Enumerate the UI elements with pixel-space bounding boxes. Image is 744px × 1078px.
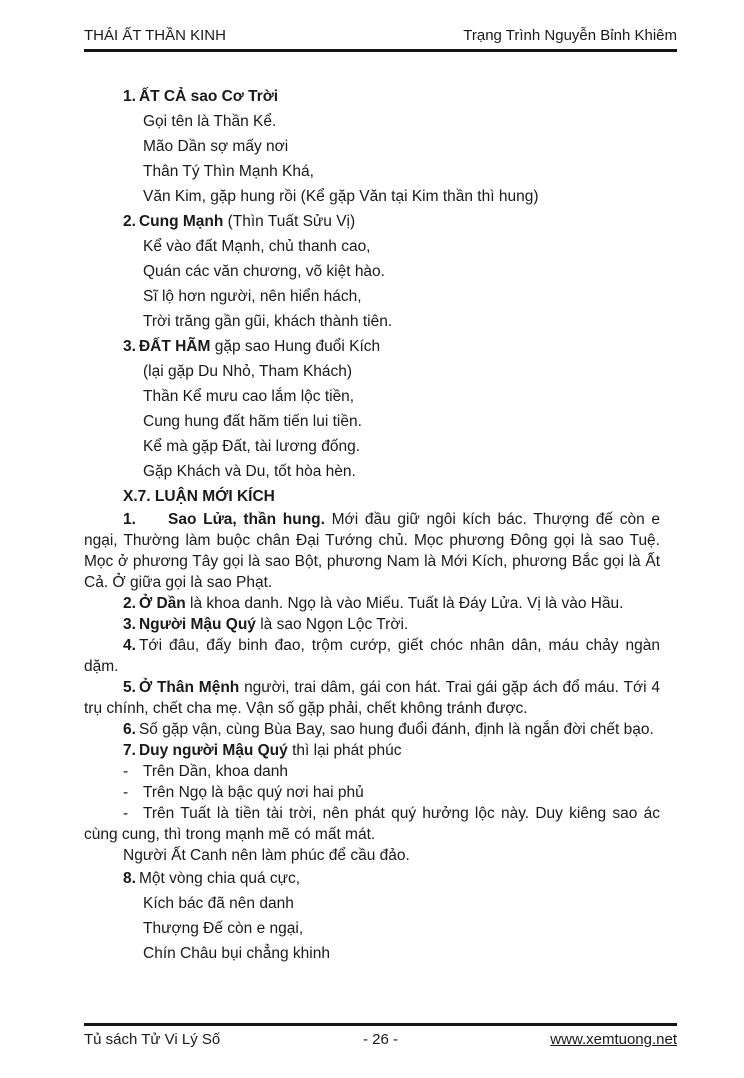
page-footer	[84, 1023, 677, 1048]
verse-line: Mão Dần sợ mấy nơi	[143, 138, 289, 155]
bold-label: Ở Thân Mệnh	[138, 679, 240, 696]
verse-line: Trời trăng gần gũi, khách thành tiên.	[143, 313, 393, 330]
item-number: 3.	[123, 616, 136, 633]
verse-line: (lại gặp Du Nhỏ, Tham Khách)	[143, 363, 353, 380]
verse-line: Kích bác đã nên danh	[143, 895, 294, 912]
bold-label: Người Mậu Quý	[138, 616, 256, 633]
website-link[interactable]: www.xemtuong.net	[550, 1031, 678, 1048]
verse-line: Quán các văn chương, võ kiệt hào.	[143, 263, 385, 280]
list-item: 2. Cung Mạnh (Thìn Tuất Sửu Vị)	[123, 213, 356, 230]
item-number: 7.	[123, 742, 136, 759]
verse-line: Thần Kể mưu cao lắm lộc tiền,	[143, 388, 355, 405]
bold-label: Cung Mạnh	[138, 213, 224, 230]
author-name: Trạng Trình Nguyễn Bỉnh Khiêm	[463, 27, 677, 44]
paragraph: 6. Số gặp vận, cùng Bùa Bay, sao hung đuổi đánh, định là ngắn đời chết bạo.	[123, 721, 654, 738]
verse-line: Gặp Khách và Du, tốt hòa hèn.	[143, 463, 356, 480]
verse-line: Chín Châu bụi chẳng khinh	[143, 945, 330, 962]
bold-label: ẤT CẢ sao Cơ Trời	[138, 88, 279, 105]
item-number: 6.	[123, 721, 136, 738]
item-number: 2.	[123, 595, 136, 612]
verse-line: Cung hung đất hãm tiến lui tiền.	[143, 413, 362, 430]
book-title: THÁI ẤT THẦN KINH	[84, 27, 226, 44]
dash-bullet: -	[123, 784, 129, 801]
verse-line: Thượng Đế còn e ngại,	[143, 920, 304, 937]
dash-bullet: -	[123, 763, 129, 780]
page-number: - 26 -	[363, 1031, 399, 1048]
item-number: 2.	[123, 213, 136, 230]
paragraph: 7. Duy người Mậu Quý thì lại phát phúc	[123, 742, 402, 759]
dash-item: - Trên Dần, khoa danh	[123, 763, 289, 780]
list-item	[84, 84, 660, 109]
bold-label: Sao Lửa, thần hung.	[168, 511, 325, 528]
paragraph: 3. Người Mậu Quý là sao Ngọn Lộc Trời.	[123, 616, 409, 633]
verse-line: Thân Tý Thìn Mạnh Khá,	[143, 163, 314, 180]
item-number: 1.	[123, 88, 136, 105]
item-number: 1.	[123, 511, 136, 528]
list-item: 3. ĐẤT HÃM gặp sao Hung đuổi Kích	[123, 338, 381, 355]
item-number: 8.	[123, 870, 136, 887]
item-number: 3.	[123, 338, 136, 355]
page-body	[84, 84, 660, 966]
verse-line: Văn Kim, gặp hung rồi (Kể gặp Văn tại Kim thần thì hung)	[143, 188, 539, 205]
paragraph: 2. Ở Dần là khoa danh. Ngọ là vào Miếu. Tuất là Đáy Lửa. Vị là vào Hầu.	[123, 595, 624, 612]
verse-line: Kể vào đất Mạnh, chủ thanh cao,	[143, 238, 371, 255]
paragraph: 1. Sao Lửa, thần hung. Mới đầu giữ ngôi kích bác. Thượng đế còn e ngại, Thường làm buộc chân Đại Tướng chủ. Mọc phương Đông gọi là sao Tuệ. Mọc ở phương Tây gọi là sao Bột, phương Nam là Mới Kích, phương Bắc gọi là Ất Cả. Ở giữa gọi là sao Phạt.	[84, 511, 660, 591]
bold-label: Ở Dần	[138, 595, 186, 612]
list-item: 8. Một vòng chia quá cực,	[123, 870, 301, 887]
bold-label: Duy người Mậu Quý	[138, 742, 288, 759]
verse-line: Sĩ lộ hơn người, nên hiển hách,	[143, 288, 362, 305]
dash-bullet: -	[123, 805, 129, 822]
item-number: 4.	[123, 637, 136, 654]
dash-item: - Trên Ngọ là bậc quý nơi hai phủ	[123, 784, 364, 801]
verse-line: Kể mà gặp Đất, tài lương đống.	[143, 438, 360, 455]
paragraph: 4. Tới đâu, đấy binh đao, trộm cướp, giết chóc nhân dân, máu chảy ngàn dặm.	[84, 637, 660, 675]
verse-line: Gọi tên là Thần Kể.	[143, 113, 277, 130]
page-header	[84, 27, 677, 52]
paragraph: 5. Ở Thân Mệnh người, trai dâm, gái con hát. Trai gái gặp ách đổ máu. Tới 4 trụ chính, chết cha mẹ. Vận số gặp phải, chết không tránh được.	[84, 679, 661, 717]
series-title: Tủ sách Tử Vi Lý Số	[84, 1031, 221, 1048]
bold-label: ĐẤT HÃM	[138, 338, 211, 355]
paragraph: Người Ất Canh nên làm phúc để cầu đảo.	[123, 847, 410, 864]
dash-item: - Trên Tuất là tiền tài trời, nên phát quý hưởng lộc này. Duy kiêng sao ác cùng cung, thì trong mạnh mẽ có mất mát.	[84, 805, 660, 843]
section-heading: X.7. LUẬN MỚI KÍCH	[123, 488, 275, 505]
item-number: 5.	[123, 679, 136, 696]
